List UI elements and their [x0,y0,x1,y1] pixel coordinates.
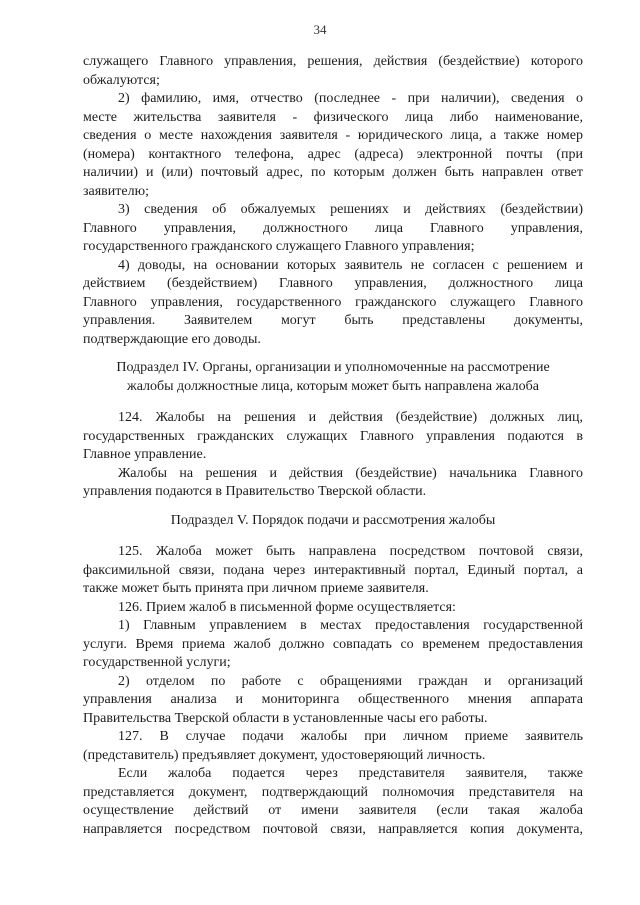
text-line: (представитель) предъявляет документ, удостоверяющий личность. [83,747,486,763]
section-heading [83,512,583,531]
text-line: месте жительства заявителя - физического лица либо наименование, [83,109,583,125]
text-line: управления. Заявителем могут быть представлены документы, [83,313,583,328]
text-line: наличии) и (или) почтовый адрес, по которым должен быть направлен ответ [83,165,583,180]
text-line: государственного гражданского служащего Главного управления; [83,239,475,254]
text-line: 3) сведения об обжалуемых решениях и действиях (бездействии) [118,202,583,217]
heading-line: Подраздел IV. Органы, организации и уполномоченные на рассмотрение [116,360,550,375]
paragraph [83,257,583,350]
text-line: факсимильной связи, подана через интерактивный портал, Единый портал, а [83,562,583,578]
paragraph [83,673,583,729]
paragraph [83,543,583,599]
text-line: (номера) контактного телефона, адрес (адреса) электронной почты (при [83,146,583,162]
heading-line: Подраздел V. Порядок подачи и рассмотрения жалобы [170,512,496,528]
text-line: 127. В случае подачи жалобы при личном приеме заявитель [118,729,583,744]
text-line: государственной услуги; [83,655,231,670]
text-line: Главное управление. [83,447,207,462]
text-line: Главного управления, должностного лица Главного управления, [83,220,583,236]
page-number: 34 [313,22,327,37]
text-line: заявителю; [83,183,149,199]
heading-line: жалобы должностные лица, которым может быть направлена жалоба [127,378,539,394]
text-line: Жалобы на решения и действия (бездействие) начальника Главного [118,465,583,481]
text-line: подтверждающие его доводы. [83,331,261,347]
text-line: Если жалоба подается через представителя заявителя, также [118,766,583,781]
text-line: 4) доводы, на основании которых заявитель не согласен с решением и [118,257,583,273]
paragraph [83,617,583,673]
paragraph [83,728,583,765]
text-line: представляется документ, подтверждающий полномочия представителя на [83,784,583,800]
paragraph [83,201,583,257]
text-line: Правительства Тверской области в установленные часы его работы. [83,710,488,726]
text-line: действием (бездействием) Главного управления, должностного лица [83,276,583,291]
paragraph [83,90,583,201]
text-line: осуществление действий от имени заявителя (если такая жалоба [83,803,583,818]
text-line: управления анализа и мониторинга общественного мнения аппарата [83,692,583,707]
paragraph [83,53,583,90]
text-line: Главного управления, государственного гражданского служащего Главного [83,294,583,310]
paragraph [83,409,583,465]
text-line: 125. Жалоба может быть направлена посредством почтовой связи, [118,544,583,559]
text-line: 126. Прием жалоб в письменной форме осуществляется: [118,599,456,615]
text-line: 124. Жалобы на решения и действия (бездействие) должных лиц, [118,410,583,425]
text-line: государственных гражданских служащих Главного управления подаются в [83,428,583,444]
text-line: обжалуются; [83,72,160,88]
text-line: сведения о месте нахождения заявителя - юридического лица, а также номер [83,128,583,143]
text-line: направляется посредством почтовой связи, направляется копия документа, [83,821,583,837]
text-line: служащего Главного управления, решения, действия (бездействие) которого [83,54,583,69]
text-line: 1) Главным управлением в местах предоставления государственной [118,618,583,633]
paragraph [83,599,583,618]
text-line: услуги. Время приема жалоб должно совпадать со временем предоставления [83,636,583,652]
document-body [83,53,583,839]
paragraph [83,765,583,839]
text-line: 2) фамилию, имя, отчество (последнее - при наличии), сведения о [118,91,583,106]
text-line: также может быть принята при личном приеме заявителя. [83,581,429,596]
text-line: 2) отделом по работе с обращениями граждан и организаций [118,673,583,689]
section-heading [83,359,583,396]
text-line: управления подаются в Правительство Тверской области. [83,484,427,499]
paragraph [83,465,583,502]
